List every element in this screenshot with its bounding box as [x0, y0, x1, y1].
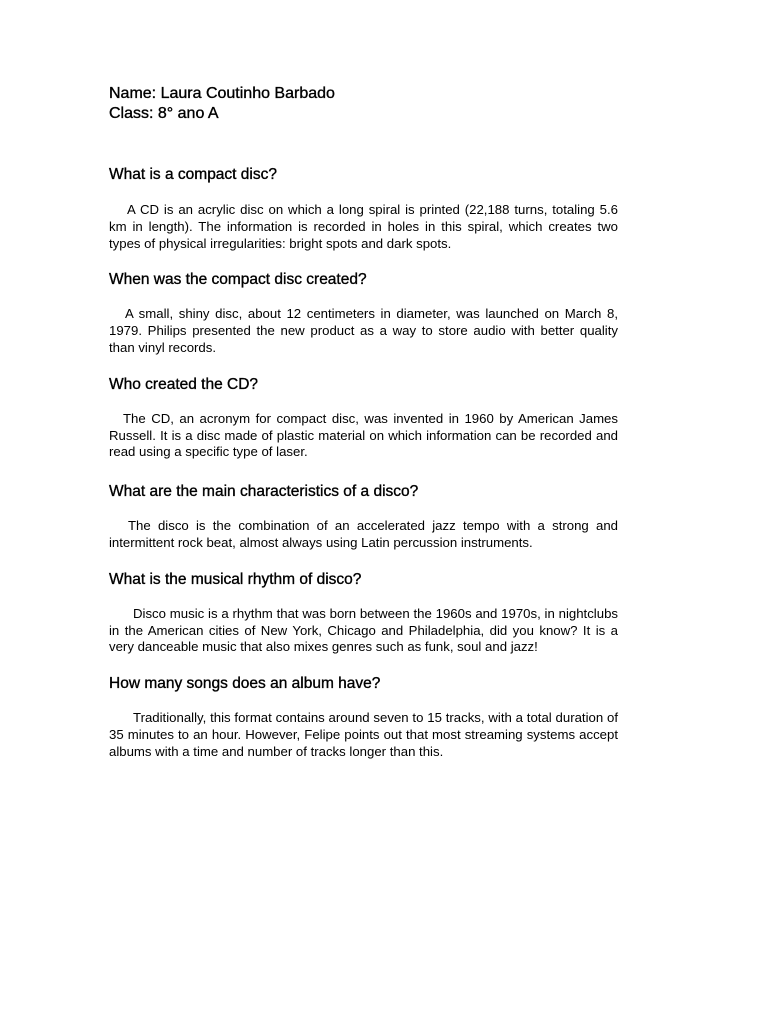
- section-heading: How many songs does an album have?: [109, 675, 381, 693]
- section-heading: What are the main characteristics of a disco?: [109, 483, 419, 501]
- section-album-songs: [109, 674, 618, 760]
- section-heading: When was the compact disc created?: [109, 271, 367, 289]
- section-heading: What is the musical rhythm of disco?: [109, 570, 362, 588]
- section-paragraph: A CD is an acrylic disc on which a long spiral is printed (22,188 turns, totaling 5.6 km in length). The information is recorded in holes in this spiral, which creates two types of physical irregularities: bright spots and dark spots.: [109, 202, 618, 251]
- section-compact-disc: [109, 165, 618, 252]
- section-heading: Who created the CD?: [109, 375, 259, 393]
- section-heading: What is a compact disc?: [109, 166, 277, 183]
- section-paragraph: The disco is the combination of an accelerated jazz tempo with a strong and intermittent rock beat, almost always using Latin percussion instruments.: [109, 518, 618, 550]
- document-content: [109, 84, 618, 761]
- section-disco-rhythm: [109, 570, 618, 656]
- section-paragraph: The CD, an acronym for compact disc, was invented in 1960 by American James Russell. It is a disc made of plastic material on which information can be recorded and read using a specific type of laser.: [109, 410, 618, 460]
- section-paragraph: Disco music is a rhythm that was born between the 1960s and 1970s, in nightclubs in the American cities of New York, Chicago and Philadelphia, did you know? It is a very danceable music that also mixes genres such as funk, soul and jazz!: [109, 605, 618, 655]
- section-who-created: [109, 375, 618, 461]
- student-class: Class: 8° ano A: [109, 105, 219, 122]
- section-paragraph: A small, shiny disc, about 12 centimeters in diameter, was launched on March 8, 1979. Philips presented the new product as a way to store audio with better quality than vinyl records.: [109, 306, 618, 355]
- student-name: Name: Laura Coutinho Barbado: [109, 85, 335, 102]
- section-paragraph: Traditionally, this format contains around seven to 15 tracks, with a total duration of 35 minutes to an hour. However, Felipe points out that most streaming systems accept albums with a time and number of tracks longer than this.: [109, 710, 618, 759]
- section-disco-characteristics: [109, 482, 618, 552]
- section-cd-created: [109, 270, 618, 356]
